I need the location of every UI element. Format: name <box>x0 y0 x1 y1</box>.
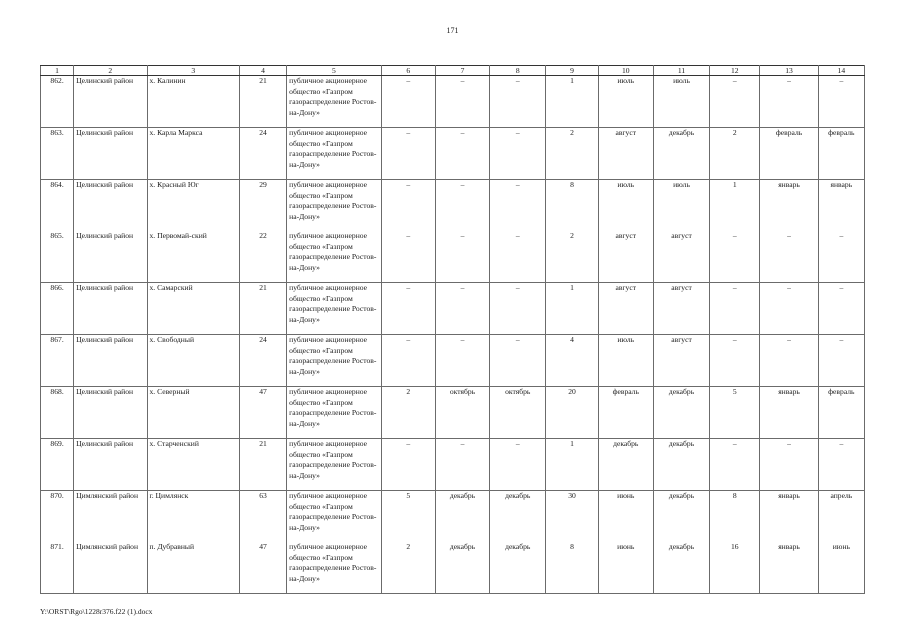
table-cell: 868. <box>41 387 74 439</box>
table-cell: июль <box>598 335 653 387</box>
table-cell: 865. <box>41 231 74 283</box>
table-cell: август <box>598 283 653 335</box>
table-row <box>41 387 865 439</box>
table-cell: – <box>760 76 818 128</box>
table-row <box>41 128 865 180</box>
column-header: 11 <box>653 66 709 76</box>
table-cell: – <box>710 439 760 491</box>
table-cell: декабрь <box>653 439 709 491</box>
table-cell: 8 <box>710 491 760 543</box>
table-cell: – <box>435 76 489 128</box>
table-cell: публичное акционерное общество «Газпром газораспределение Ростов-на-Дону» <box>287 283 381 335</box>
header-row <box>41 66 865 76</box>
table-cell: февраль <box>818 128 864 180</box>
table-cell: Целинский район <box>74 231 147 283</box>
table-cell: 1 <box>546 283 598 335</box>
table-cell: январь <box>818 180 864 232</box>
table-cell: август <box>653 231 709 283</box>
table-cell: – <box>435 231 489 283</box>
table-cell: – <box>710 76 760 128</box>
table-cell: 21 <box>239 283 286 335</box>
table-cell: 2 <box>381 542 435 594</box>
table-cell: 1 <box>546 76 598 128</box>
table-cell: – <box>435 335 489 387</box>
table-cell: – <box>760 283 818 335</box>
table-cell: х. Калинин <box>147 76 239 128</box>
column-header: 9 <box>546 66 598 76</box>
table-cell: г. Цимлянск <box>147 491 239 543</box>
table-cell: публичное акционерное общество «Газпром газораспределение Ростов-на-Дону» <box>287 439 381 491</box>
table-cell: – <box>490 76 546 128</box>
table-cell: август <box>598 128 653 180</box>
column-header: 10 <box>598 66 653 76</box>
table-cell: публичное акционерное общество «Газпром газораспределение Ростов-на-Дону» <box>287 128 381 180</box>
data-table <box>40 65 865 594</box>
table-cell: – <box>435 128 489 180</box>
table-cell: июль <box>598 180 653 232</box>
table-cell: декабрь <box>598 439 653 491</box>
table-cell: – <box>490 283 546 335</box>
table-cell: публичное акционерное общество «Газпром газораспределение Ростов-на-Дону» <box>287 491 381 543</box>
table-cell: февраль <box>598 387 653 439</box>
table-cell: июнь <box>598 542 653 594</box>
table-cell: п. Дубравный <box>147 542 239 594</box>
table-cell: декабрь <box>435 542 489 594</box>
table-cell: июль <box>598 76 653 128</box>
table-cell: 16 <box>710 542 760 594</box>
table-row <box>41 542 865 594</box>
table-cell: х. Свободный <box>147 335 239 387</box>
table-cell: – <box>760 439 818 491</box>
column-header: 14 <box>818 66 864 76</box>
table-row <box>41 283 865 335</box>
table-cell: 2 <box>546 128 598 180</box>
table-cell: – <box>381 76 435 128</box>
table-cell: – <box>818 76 864 128</box>
table-cell: 63 <box>239 491 286 543</box>
table-cell: январь <box>760 542 818 594</box>
table-cell: 2 <box>710 128 760 180</box>
table-row <box>41 180 865 232</box>
table-cell: апрель <box>818 491 864 543</box>
column-header: 13 <box>760 66 818 76</box>
table-cell: 22 <box>239 231 286 283</box>
table-cell: – <box>710 283 760 335</box>
table-cell: публичное акционерное общество «Газпром газораспределение Ростов-на-Дону» <box>287 335 381 387</box>
table-cell: – <box>760 231 818 283</box>
table-cell: – <box>490 180 546 232</box>
table-cell: публичное акционерное общество «Газпром газораспределение Ростов-на-Дону» <box>287 76 381 128</box>
table-cell: 1 <box>710 180 760 232</box>
table-cell: июнь <box>598 491 653 543</box>
table-cell: – <box>435 180 489 232</box>
table-cell: 869. <box>41 439 74 491</box>
table-cell: 866. <box>41 283 74 335</box>
table-row <box>41 335 865 387</box>
table-cell: х. Красный Юг <box>147 180 239 232</box>
table-cell: 21 <box>239 439 286 491</box>
table-cell: – <box>381 335 435 387</box>
table-row <box>41 491 865 543</box>
column-header: 3 <box>147 66 239 76</box>
table-row <box>41 231 865 283</box>
table-cell: публичное акционерное общество «Газпром газораспределение Ростов-на-Дону» <box>287 180 381 232</box>
column-header: 6 <box>381 66 435 76</box>
table-cell: Целинский район <box>74 76 147 128</box>
table-cell: 21 <box>239 76 286 128</box>
table-cell: х. Самарский <box>147 283 239 335</box>
table-cell: – <box>490 439 546 491</box>
table-cell: январь <box>760 180 818 232</box>
table-cell: – <box>435 283 489 335</box>
column-header: 1 <box>41 66 74 76</box>
table-cell: 24 <box>239 335 286 387</box>
table-cell: февраль <box>818 387 864 439</box>
column-header: 4 <box>239 66 286 76</box>
table-cell: – <box>381 231 435 283</box>
column-header: 12 <box>710 66 760 76</box>
table-cell: – <box>490 231 546 283</box>
table-cell: 8 <box>546 542 598 594</box>
table-cell: 864. <box>41 180 74 232</box>
table-cell: х. Первомай-ский <box>147 231 239 283</box>
table-cell: декабрь <box>653 542 709 594</box>
table-cell: июль <box>653 76 709 128</box>
table-cell: декабрь <box>653 387 709 439</box>
table-cell: 867. <box>41 335 74 387</box>
column-header: 7 <box>435 66 489 76</box>
table-cell: – <box>760 335 818 387</box>
table-cell: – <box>818 283 864 335</box>
table-cell: январь <box>760 491 818 543</box>
table-cell: февраль <box>760 128 818 180</box>
column-header: 8 <box>490 66 546 76</box>
table-cell: Целинский район <box>74 439 147 491</box>
table-cell: декабрь <box>653 491 709 543</box>
table-cell: 2 <box>381 387 435 439</box>
table-cell: декабрь <box>490 491 546 543</box>
table-cell: х. Карла Маркса <box>147 128 239 180</box>
table-cell: декабрь <box>435 491 489 543</box>
table-cell: 47 <box>239 542 286 594</box>
table-cell: – <box>381 283 435 335</box>
table-cell: х. Северный <box>147 387 239 439</box>
table-cell: август <box>653 335 709 387</box>
table-cell: – <box>818 439 864 491</box>
table-cell: 863. <box>41 128 74 180</box>
column-header: 5 <box>287 66 381 76</box>
table-cell: х. Старченский <box>147 439 239 491</box>
table-cell: Цимлянский район <box>74 491 147 543</box>
table-cell: 862. <box>41 76 74 128</box>
table-cell: – <box>381 180 435 232</box>
table-row <box>41 76 865 128</box>
table-cell: – <box>435 439 489 491</box>
table-cell: Целинский район <box>74 335 147 387</box>
table-cell: 871. <box>41 542 74 594</box>
table-cell: 20 <box>546 387 598 439</box>
table-cell: Целинский район <box>74 283 147 335</box>
table-cell: декабрь <box>653 128 709 180</box>
table-cell: Целинский район <box>74 180 147 232</box>
table-cell: октябрь <box>490 387 546 439</box>
footer-file-path: Y:\ORST\Rgo\1228r376.f22 (1).docx <box>40 607 153 616</box>
table-cell: публичное акционерное общество «Газпром газораспределение Ростов-на-Дону» <box>287 542 381 594</box>
table-cell: – <box>818 335 864 387</box>
table-cell: июнь <box>818 542 864 594</box>
table-cell: 4 <box>546 335 598 387</box>
table-cell: 47 <box>239 387 286 439</box>
table-cell: – <box>818 231 864 283</box>
table-cell: Целинский район <box>74 387 147 439</box>
table-cell: 1 <box>546 439 598 491</box>
table-cell: октябрь <box>435 387 489 439</box>
table-cell: август <box>653 283 709 335</box>
table-cell: – <box>710 335 760 387</box>
table-cell: публичное акционерное общество «Газпром газораспределение Ростов-на-Дону» <box>287 231 381 283</box>
table-cell: – <box>490 128 546 180</box>
table-cell: 5 <box>710 387 760 439</box>
table-cell: 29 <box>239 180 286 232</box>
table-cell: 24 <box>239 128 286 180</box>
table-cell: публичное акционерное общество «Газпром газораспределение Ростов-на-Дону» <box>287 387 381 439</box>
table-cell: июль <box>653 180 709 232</box>
table-cell: декабрь <box>490 542 546 594</box>
table-cell: январь <box>760 387 818 439</box>
table-cell: – <box>381 128 435 180</box>
table-cell: 870. <box>41 491 74 543</box>
table-cell: – <box>381 439 435 491</box>
table-cell: 2 <box>546 231 598 283</box>
column-header: 2 <box>74 66 147 76</box>
table-cell: август <box>598 231 653 283</box>
table-cell: Цимлянский район <box>74 542 147 594</box>
table-row <box>41 439 865 491</box>
table-cell: Целинский район <box>74 128 147 180</box>
table-cell: – <box>490 335 546 387</box>
table-cell: – <box>710 231 760 283</box>
page-number: 171 <box>446 26 459 35</box>
table-cell: 30 <box>546 491 598 543</box>
table-cell: 8 <box>546 180 598 232</box>
table-cell: 5 <box>381 491 435 543</box>
